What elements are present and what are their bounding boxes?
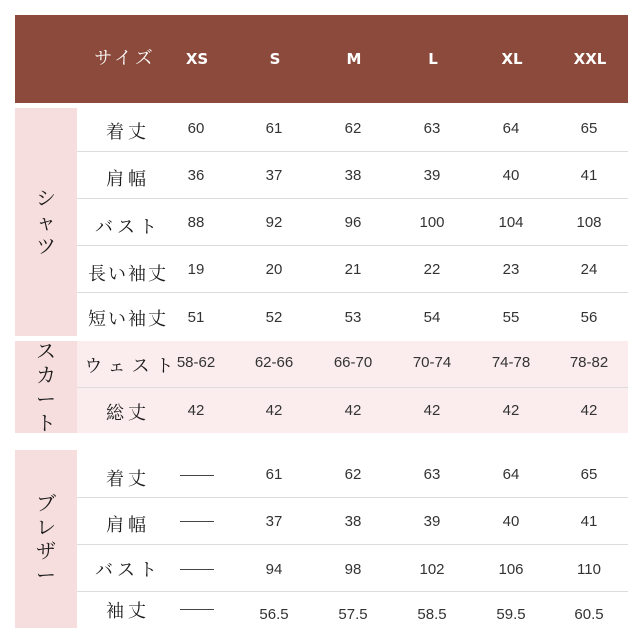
cell-value: 65 bbox=[580, 120, 598, 137]
empty-value-dash bbox=[180, 609, 214, 610]
cell-value: 92 bbox=[265, 214, 283, 231]
cell-value: 40 bbox=[502, 513, 520, 530]
cell-value: 53 bbox=[344, 309, 362, 326]
cell-value: 63 bbox=[423, 120, 441, 137]
cell-value: 54 bbox=[423, 309, 441, 326]
row-divider bbox=[77, 497, 628, 498]
cell-value: 56 bbox=[580, 309, 598, 326]
cell-value: 20 bbox=[265, 261, 283, 278]
cell-value: 36 bbox=[187, 167, 205, 184]
row-divider bbox=[77, 544, 628, 545]
row-label: 肩幅 bbox=[106, 169, 150, 190]
cell-value: 42 bbox=[265, 402, 283, 419]
cell-value: 74-78 bbox=[491, 354, 531, 371]
cell-value: 39 bbox=[423, 513, 441, 530]
cell-value: 110 bbox=[577, 561, 601, 578]
row-label: バスト bbox=[95, 217, 161, 238]
cell-value: 64 bbox=[502, 120, 520, 137]
cell-value: 94 bbox=[265, 561, 283, 578]
cell-value: 106 bbox=[498, 561, 524, 578]
cell-value: 60.5 bbox=[574, 606, 604, 623]
cell-value: 88 bbox=[187, 214, 205, 231]
cell-value: 100 bbox=[419, 214, 445, 231]
cell-value: 42 bbox=[187, 402, 205, 419]
row-label: バスト bbox=[95, 560, 161, 581]
cell-value: 21 bbox=[344, 261, 362, 278]
cell-value: 65 bbox=[580, 466, 598, 483]
row-label: 袖丈 bbox=[106, 601, 150, 622]
header-size-xxl: XXL bbox=[573, 50, 607, 68]
cell-value: 98 bbox=[344, 561, 362, 578]
row-label: 総丈 bbox=[106, 403, 150, 424]
row-divider bbox=[77, 245, 628, 246]
cell-value: 24 bbox=[580, 261, 598, 278]
cell-value: 61 bbox=[265, 120, 283, 137]
cell-value: 62 bbox=[344, 120, 362, 137]
cell-value: 41 bbox=[580, 167, 598, 184]
cell-value: 42 bbox=[502, 402, 520, 419]
cell-value: 102 bbox=[419, 561, 445, 578]
cell-value: 56.5 bbox=[259, 606, 289, 623]
cell-value: 41 bbox=[580, 513, 598, 530]
cell-value: 42 bbox=[344, 402, 362, 419]
cell-value: 23 bbox=[502, 261, 520, 278]
row-label: 短い袖丈 bbox=[88, 309, 168, 330]
cell-value: 59.5 bbox=[496, 606, 526, 623]
cell-value: 40 bbox=[502, 167, 520, 184]
row-label: ウェスト bbox=[84, 356, 180, 377]
empty-value-dash bbox=[180, 569, 214, 570]
header-size-xs: XS bbox=[185, 50, 209, 68]
cell-value: 70-74 bbox=[412, 354, 452, 371]
empty-value-dash bbox=[180, 521, 214, 522]
cell-value: 42 bbox=[580, 402, 598, 419]
empty-value-dash bbox=[180, 475, 214, 476]
cell-value: 38 bbox=[344, 167, 362, 184]
cell-value: 62 bbox=[344, 466, 362, 483]
category-blazer-label: ブ レ ザ ー bbox=[36, 491, 56, 587]
row-label: 着丈 bbox=[106, 122, 150, 143]
cell-value: 57.5 bbox=[338, 606, 368, 623]
row-divider bbox=[77, 591, 628, 592]
size-table-header bbox=[15, 15, 628, 103]
cell-value: 61 bbox=[265, 466, 283, 483]
category-skirt-label: ス カ ー ト bbox=[36, 339, 56, 435]
cell-value: 104 bbox=[498, 214, 524, 231]
cell-value: 38 bbox=[344, 513, 362, 530]
row-label: 着丈 bbox=[106, 469, 150, 490]
header-size-xl: XL bbox=[501, 50, 523, 68]
row-divider bbox=[77, 387, 628, 388]
cell-value: 62-66 bbox=[254, 354, 294, 371]
header-size-title: サイズ bbox=[94, 48, 156, 69]
cell-value: 22 bbox=[423, 261, 441, 278]
category-shirt-label: シ ャ ツ bbox=[36, 186, 56, 258]
header-size-s: S bbox=[269, 50, 281, 68]
cell-value: 66-70 bbox=[333, 354, 373, 371]
cell-value: 64 bbox=[502, 466, 520, 483]
cell-value: 96 bbox=[344, 214, 362, 231]
cell-value: 58-62 bbox=[176, 354, 216, 371]
row-divider bbox=[77, 292, 628, 293]
cell-value: 52 bbox=[265, 309, 283, 326]
row-divider bbox=[77, 151, 628, 152]
row-divider bbox=[77, 198, 628, 199]
header-size-m: M bbox=[346, 50, 362, 68]
cell-value: 58.5 bbox=[417, 606, 447, 623]
cell-value: 108 bbox=[576, 214, 602, 231]
cell-value: 42 bbox=[423, 402, 441, 419]
cell-value: 37 bbox=[265, 513, 283, 530]
cell-value: 39 bbox=[423, 167, 441, 184]
cell-value: 51 bbox=[187, 309, 205, 326]
cell-value: 19 bbox=[187, 261, 205, 278]
row-label: 肩幅 bbox=[106, 515, 150, 536]
row-label: 長い袖丈 bbox=[88, 264, 168, 285]
cell-value: 78-82 bbox=[569, 354, 609, 371]
cell-value: 55 bbox=[502, 309, 520, 326]
header-size-l: L bbox=[428, 50, 438, 68]
cell-value: 60 bbox=[187, 120, 205, 137]
cell-value: 37 bbox=[265, 167, 283, 184]
cell-value: 63 bbox=[423, 466, 441, 483]
